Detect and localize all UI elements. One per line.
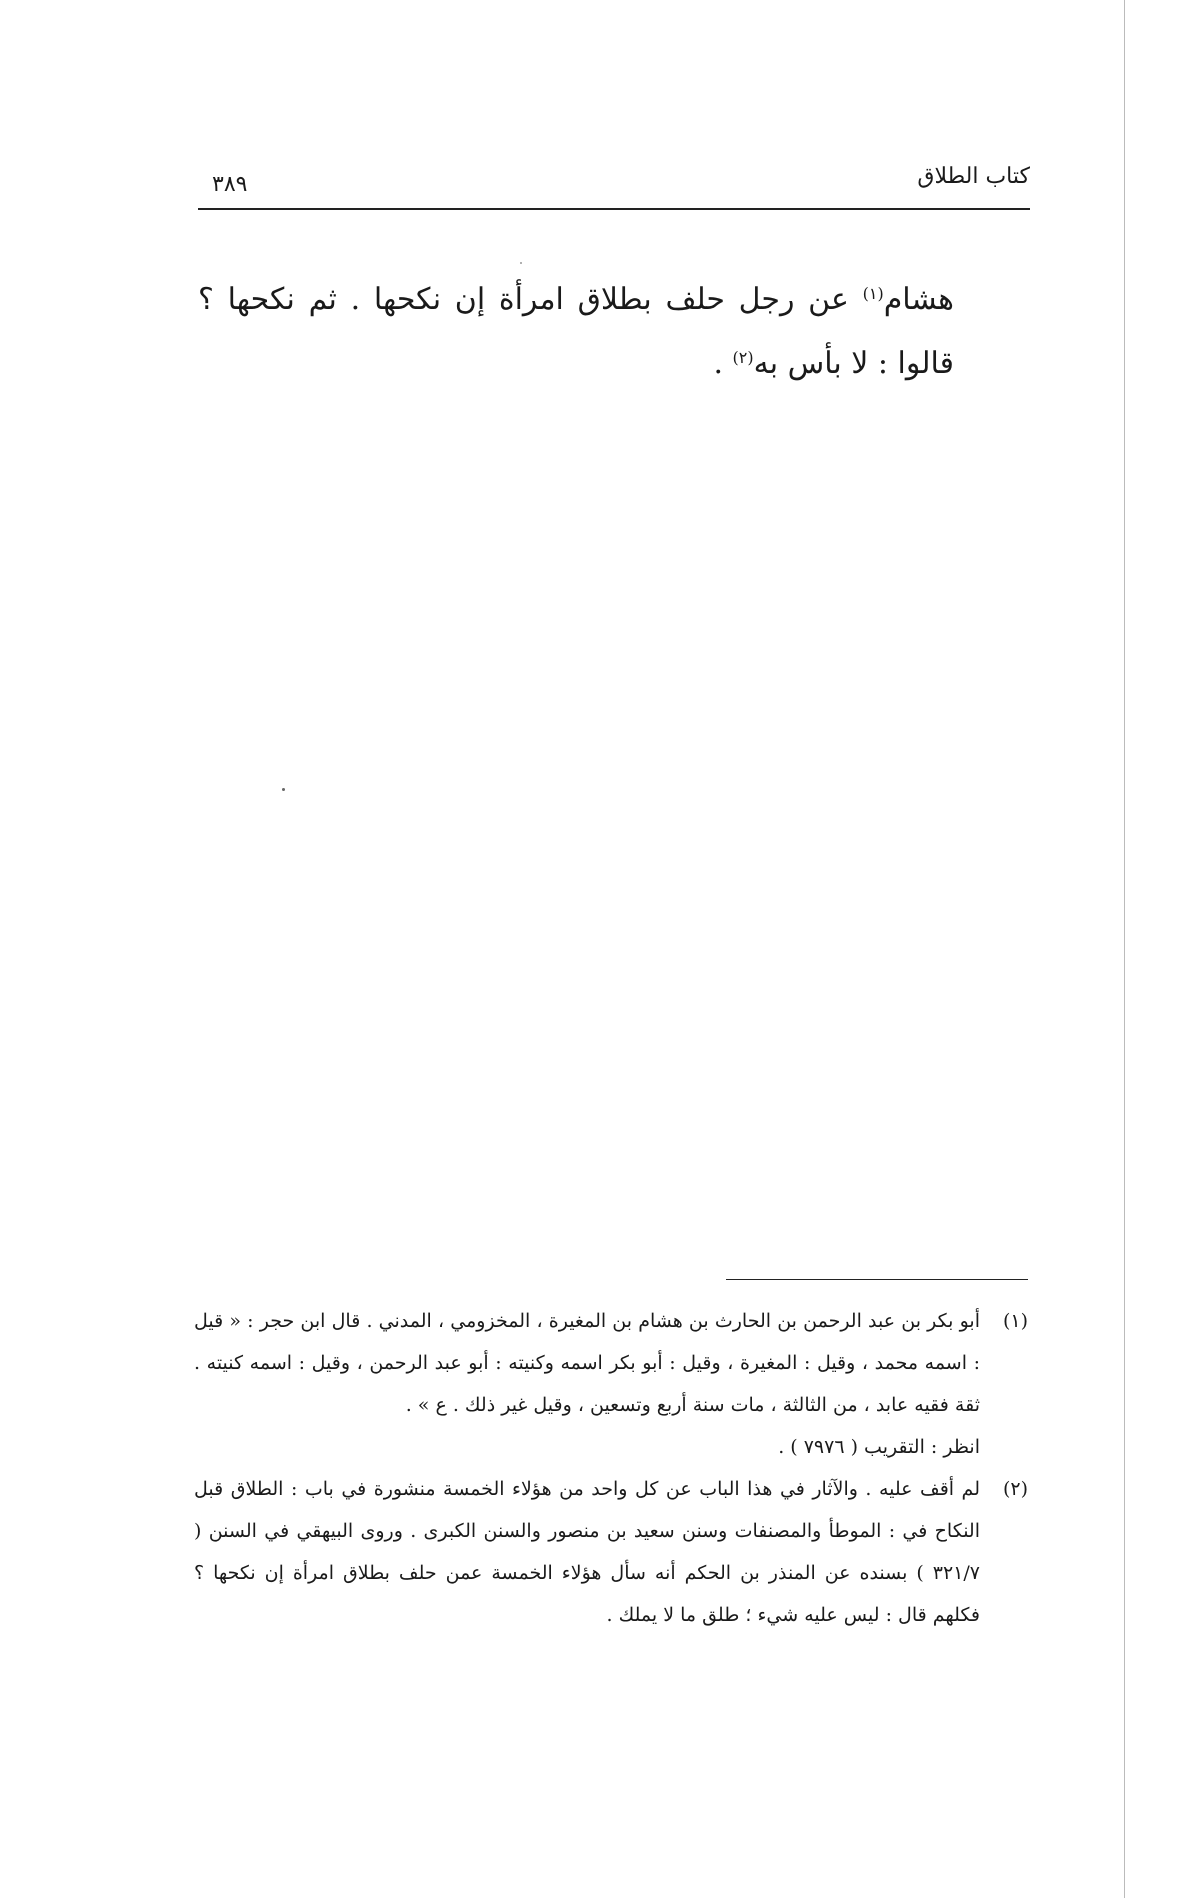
- page-number: ٣٨٩: [212, 172, 248, 197]
- footnote-ref-2: (٢): [732, 348, 754, 367]
- footnotes: [194, 1300, 1028, 1636]
- scan-speck: [282, 788, 285, 791]
- page-header: [198, 160, 1030, 210]
- main-word: هشام: [883, 282, 954, 317]
- footnote-text: لم أقف عليه . والآثار في هذا الباب عن كل واحد من هؤلاء الخمسة منشورة في باب : الطلاق قبل النكاح في : الموطأ والمصنفات وسنن سعيد بن منصور والسنن الكبرى . وروى البيهقي في السنن ( ٣٢١/٧ ) بسنده عن المنذر بن الحكم أنه سأل هؤلاء الخمسة عمن حلف بطلاق امرأة إن نكحها ؟ فكلهم قال : ليس عليه شيء ؛ طلق ما لا يملك .: [194, 1478, 980, 1626]
- main-text: [198, 268, 954, 396]
- footnote-text: أبو بكر بن عبد الرحمن بن الحارث بن هشام بن المغيرة ، المخزومي ، المدني . قال ابن حجر : « قيل : اسمه محمد ، وقيل : المغيرة ، وقيل : أبو بكر اسمه وكنيته : أبو عبد الرحمن ، وقيل : اسمه كنيته . ثقة فقيه عابد ، من الثالثة ، مات سنة أربع وتسعين ، وقيل غير ذلك . ع » .: [194, 1310, 980, 1416]
- footnote-number: (٢): [1002, 1478, 1028, 1500]
- footnote-separator: [726, 1279, 1028, 1280]
- footnote-1: [194, 1300, 1028, 1468]
- footnote-number: (١): [1002, 1310, 1028, 1332]
- footnote-text: انظر : التقريب ( ٧٩٧٦ ) .: [778, 1436, 980, 1458]
- main-paragraph: [198, 268, 954, 396]
- main-text-body: عن رجل حلف بطلاق امرأة إن نكحها . ثم نكحها ؟ قالوا : لا بأس به: [198, 282, 954, 381]
- scan-speck: [520, 262, 522, 264]
- footnote-2: [194, 1468, 1028, 1636]
- main-text-end: .: [713, 346, 733, 381]
- scan-edge-line: [1124, 0, 1125, 1898]
- footnote-ref-1: (١): [862, 284, 884, 303]
- running-title: كتاب الطلاق: [917, 164, 1030, 189]
